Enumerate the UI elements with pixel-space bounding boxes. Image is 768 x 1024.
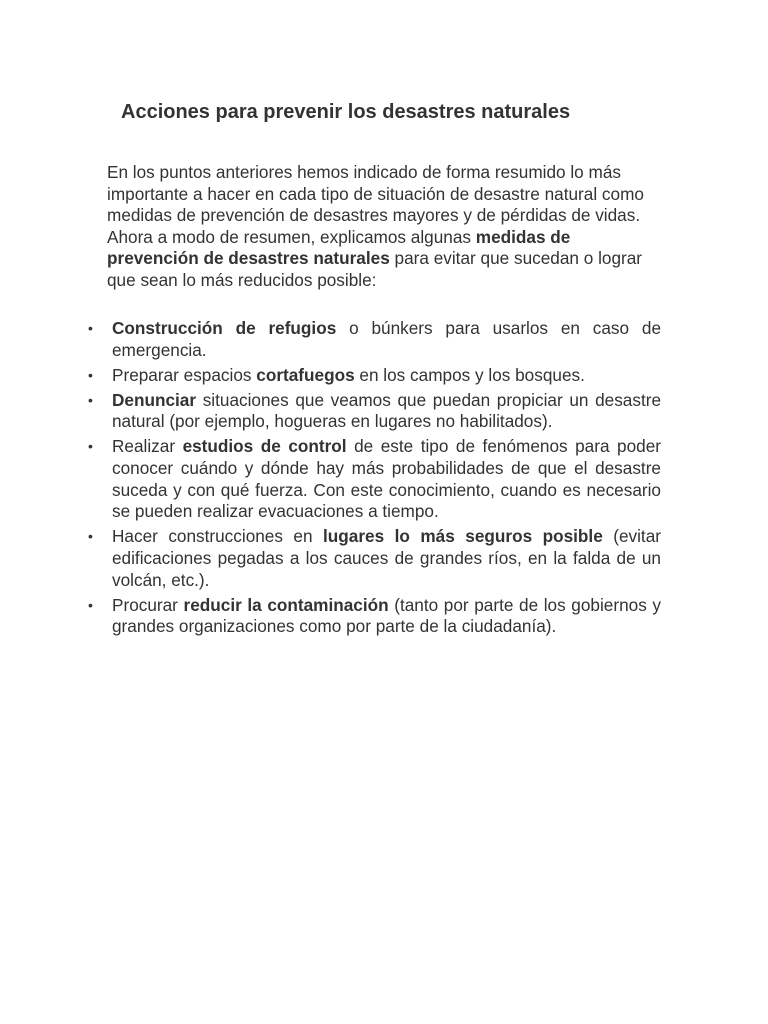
bullet-icon: • xyxy=(88,528,93,545)
list-item-bold-text: Denunciar xyxy=(112,389,197,410)
intro-paragraph xyxy=(107,162,655,292)
list-item-text: Procurar xyxy=(112,594,184,615)
list-item xyxy=(88,318,661,361)
bullet-icon: • xyxy=(88,366,93,383)
list-item-text: Realizar xyxy=(112,436,183,457)
list-item xyxy=(88,595,661,638)
list-item-bold-text: reducir la contaminación xyxy=(183,594,389,615)
bullet-icon: • xyxy=(88,320,93,336)
list-item xyxy=(88,526,661,591)
list-item-bold-text: lugares lo más seguros posible xyxy=(323,526,603,547)
intro-bold-text: medidas de prevención de desastres naturales xyxy=(107,226,571,269)
list-item-text: de este tipo de fenómenos para poder conocer cuándo y dónde hay más probabilidades de que el desastre suceda y con qué fuerza. Con este conocimiento, cuando es necesario se pueden realizar evacuaciones a tiempo. xyxy=(112,436,661,522)
bullet-icon: • xyxy=(88,438,93,455)
list-item-text: Hacer construcciones en xyxy=(112,526,324,547)
list-item-text: Preparar espacios xyxy=(112,364,257,385)
list-item-text: (evitar edificaciones pegadas a los cauces de grandes ríos, en la falda de un volcán, etc.). xyxy=(112,526,661,590)
bullet-icon: • xyxy=(88,596,93,613)
prevention-actions-list xyxy=(88,318,661,641)
bullet-icon: • xyxy=(88,391,93,408)
intro-text-end: para evitar que sucedan o lograr que sean lo más reducidos posible: xyxy=(107,248,643,290)
list-item-text: (tanto por parte de los gobiernos y grandes organizaciones como por parte de la ciudadanía). xyxy=(112,594,661,637)
list-item-text: en los campos y los bosques. xyxy=(354,364,585,385)
page-title: Acciones para prevenir los desastres naturales xyxy=(121,101,571,123)
list-item-bold-text: cortafuegos xyxy=(256,364,355,385)
list-item-text: o búnkers para usarlos en caso de emergencia. xyxy=(112,318,661,360)
list-item xyxy=(88,365,661,387)
intro-text-start: En los puntos anteriores hemos indicado de forma resumido lo más importante a hacer en cada tipo de situación de desastre natural como medidas de prevención de desastres mayores y de pérdidas de vidas. Ahora a modo de resumen, explicamos algunas xyxy=(107,162,644,247)
list-item-bold-text: estudios de control xyxy=(182,436,347,457)
list-item-text: situaciones que veamos que puedan propiciar un desastre natural (por ejemplo, hogueras en lugares no habilitados). xyxy=(112,389,661,432)
list-item-bold-text: Construcción de refugios xyxy=(112,318,337,338)
list-item xyxy=(88,390,661,433)
list-item xyxy=(88,436,661,522)
